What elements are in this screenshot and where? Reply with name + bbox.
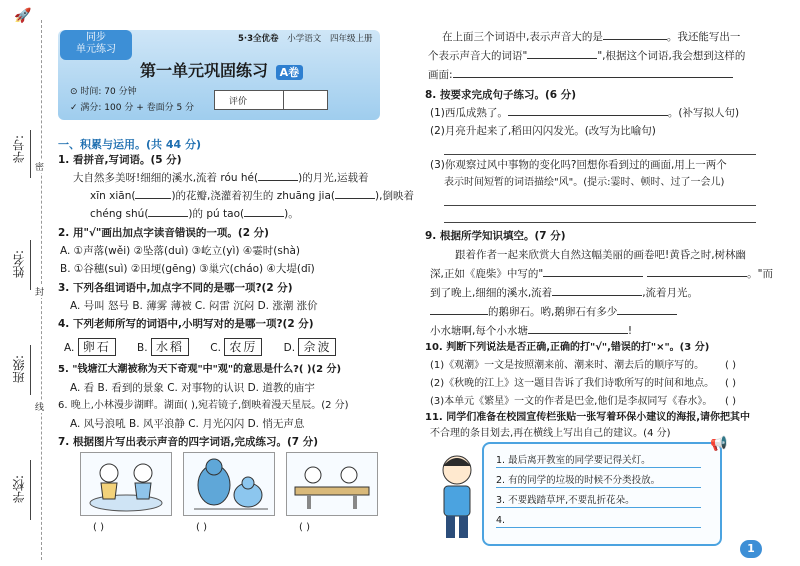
q8-s3-answer-line2[interactable] [444, 222, 756, 223]
q1-blank4[interactable] [148, 216, 188, 217]
q4-a-label: A. [64, 342, 75, 354]
title-text: 第一单元巩固练习 [140, 61, 269, 80]
q1-blank3[interactable] [335, 198, 375, 199]
score-text: 满分: 100 分 + 卷面分 5 分 [80, 103, 195, 113]
page-title [140, 58, 303, 81]
picture-children-playing [80, 452, 172, 516]
q1-l3c: )。 [284, 208, 299, 220]
check-circle-icon: ✓ [70, 103, 81, 113]
q10-mark3[interactable]: ( ) [725, 396, 736, 407]
q9-l4: 的鹅卵石。哟,鹅卵石有多少 [488, 306, 618, 318]
evaluation-box[interactable] [214, 90, 328, 110]
q2-title: 2. 用"√"画出加点字读音错误的一项。(2 分) [58, 227, 269, 239]
q11-title: 11. 同学们准备在校园宣传栏张贴一张写着环保小建议的海报,请你把其中 [425, 412, 750, 423]
q9-l2b: 。"而 [747, 268, 774, 280]
q1-line2 [90, 189, 414, 203]
q1-l3a: chéng shú( [90, 208, 149, 220]
student-no-line[interactable] [30, 130, 31, 178]
q6-title: 6. 晚上,小林漫步湖畔。湖面( ),宛若镜子,倒映着漫天星辰。(2 分) [58, 400, 349, 411]
q4-c-label: C. [210, 342, 221, 354]
q5-title: 5. "钱塘江大潮被称为天下奇观"中"观"的意思是什么?( )(2 分) [58, 364, 342, 375]
poster-item-1[interactable]: 1. 最后离开教室的同学要记得关灯。 [496, 455, 701, 468]
poster-item-4[interactable]: 4. [496, 515, 701, 528]
q8-s3-answer-line1[interactable] [444, 205, 756, 206]
q7-answer-1[interactable]: ( ) [93, 522, 104, 533]
subject: 小学语文 [287, 34, 322, 44]
badge-line2: 单元练习 [76, 44, 116, 55]
school-label: 学校: [12, 475, 26, 504]
q1-l2c: ),倒映着 [375, 190, 414, 202]
q4-options [64, 338, 336, 356]
time-text: 时间: 70 分钟 [80, 87, 137, 97]
children-drum-illustration [81, 453, 171, 515]
q7b-line1 [442, 30, 740, 44]
q1-l2b: )的花瓣,浇灌着初生的 zhuāng jia( [171, 190, 336, 202]
q7b-blank3[interactable] [453, 77, 733, 78]
unit-badge [60, 30, 132, 60]
seal-xian: 线 [35, 400, 44, 413]
series-name: 5·3全优卷 [238, 34, 279, 44]
q1-line3 [90, 207, 299, 221]
q1-l1a: 大自然多美呀!细细的溪水,流着 róu hé( [73, 172, 259, 184]
q9-line3 [430, 286, 698, 300]
q9-blank4[interactable] [430, 314, 488, 315]
q10-title: 10. 判断下列说法是否正确,正确的打"√",错误的打"×"。(3 分) [425, 342, 710, 353]
q7b-line3 [428, 68, 733, 82]
q7b-l1a: 在上面三个词语中,表示声音大的是 [442, 31, 603, 43]
q1-blank2[interactable] [135, 198, 171, 199]
birds-illustration [184, 453, 274, 515]
page-number: 1 [740, 540, 762, 558]
q10-s1: (1)《观潮》一文是按照潮来前、潮来时、潮去后的顺序写的。 [430, 360, 705, 371]
name-line[interactable] [30, 240, 31, 290]
q8-s2-answer-line[interactable] [444, 154, 756, 155]
q9-blank2[interactable] [647, 276, 747, 277]
score-info [70, 100, 194, 113]
q9-l5: 小水塘啊,每个小水塘 [430, 325, 528, 337]
megaphone-icon: 📢 [710, 436, 728, 452]
q7b-l2b: ",根据这个词语,我会想到这样的 [597, 50, 746, 62]
q1-l3b: )的 pú tao( [188, 208, 245, 220]
q7b-l3: 画面: [428, 69, 453, 81]
boy-illustration [432, 448, 482, 548]
q9-title: 9. 根据所学知识填空。(7 分) [425, 230, 566, 242]
q11-line2: 不合理的条目划去,再在横线上写出自己的建议。(4 分) [430, 428, 671, 439]
q8-title: 8. 按要求完成句子练习。(6 分) [425, 89, 577, 101]
q4-c-word[interactable]: 农厉 [224, 338, 262, 356]
q4-b-word[interactable]: 水稻 [151, 338, 189, 356]
badge-line1: 同步 [86, 32, 106, 43]
q2-option-a[interactable]: A. ①声落(wěi) ②坠落(duì) ③屹立(yì) ④霎时(shà) [60, 245, 301, 257]
q9-line1: 跟着作者一起来欣赏大自然这幅美丽的画卷吧!黄昏之时,树林幽 [455, 249, 747, 261]
q8-s1-req: 。(补写拟人句) [667, 107, 740, 119]
q7-title: 7. 根据图片写出表示声音的四字词语,完成练习。(7 分) [58, 436, 318, 448]
q10-s2: (2)《秋晚的江上》这一题目告诉了我们诗歌所写的时间和地点。 [430, 378, 715, 389]
boy-icon [432, 448, 482, 548]
binding-strip [0, 0, 50, 566]
q10-mark1[interactable]: ( ) [725, 360, 736, 371]
q9-blank3[interactable] [552, 295, 642, 296]
q8-s1 [430, 106, 739, 120]
q9-line2 [430, 267, 773, 281]
school-line[interactable] [30, 460, 31, 520]
q8-s1-text: (1)西瓜成熟了。 [430, 107, 508, 119]
q7-answer-2[interactable]: ( ) [196, 522, 207, 533]
q9-blank6[interactable] [528, 333, 628, 334]
q8-s1-blank[interactable] [508, 115, 668, 116]
evaluation-label: 评价 [229, 97, 248, 107]
q7b-blank1[interactable] [603, 39, 667, 40]
q6-options[interactable]: A. 风号浪吼 B. 风平浪静 C. 月光闪闪 D. 悄无声息 [70, 418, 305, 430]
q7-answer-3[interactable]: ( ) [299, 522, 310, 533]
seal-feng: 封 [35, 285, 44, 298]
q8-s2: (2)月亮升起来了,稻田闪闪发光。(改写为比喻句) [430, 125, 656, 137]
q4-d-word[interactable]: 佘波 [298, 338, 336, 356]
q7b-l2a: 个表示声音大的词语" [428, 50, 528, 62]
q7b-blank2[interactable] [527, 58, 597, 59]
q4-a-word[interactable]: 卵石 [78, 338, 116, 356]
class-label: 班级: [12, 355, 26, 384]
q9-line5: 小水塘啊,每个小水塘 ! [430, 325, 633, 337]
q10-s3: (3)本单元《繁星》一文的作者是巴金,他们是李叔同写《春水》。 [430, 396, 713, 407]
q4-d-label: D. [283, 342, 296, 354]
q9-line4 [430, 305, 677, 319]
q3-options[interactable]: A. 号叫 怒号 B. 薄雾 薄被 C. 闷雷 沉闷 D. 涨潮 涨价 [70, 300, 318, 312]
q4-b-label: B. [137, 342, 148, 354]
q5-options[interactable]: A. 看 B. 看到的景象 C. 对事物的认识 D. 道教的庙宇 [70, 382, 315, 394]
evaluation-divider [283, 91, 284, 109]
class-line[interactable] [30, 345, 31, 395]
q10-mark2[interactable]: ( ) [725, 378, 736, 389]
student-no-label: 学号: [12, 135, 26, 164]
q1-l2a: xīn xiān( [90, 190, 136, 202]
q9-blank1[interactable] [543, 276, 643, 277]
q9-l3b: ,流着月光。 [642, 287, 699, 299]
q3-title: 3. 下列各组词语中,加点字不同的是哪一项?(2 分) [58, 282, 293, 294]
q1-blank5[interactable] [244, 216, 284, 217]
picture-classroom [286, 452, 378, 516]
clock-icon: ⊙ [70, 87, 81, 97]
q1-l1b: )的月光,运载着 [298, 172, 369, 184]
grade: 四年级上册 [329, 34, 373, 44]
seal-mi: 密 [35, 160, 44, 173]
name-label: 姓名: [12, 250, 26, 279]
poster-item-2[interactable]: 2. 有的同学的垃圾的时候不分类投放。 [496, 475, 701, 488]
time-info [70, 84, 137, 97]
q1-title: 1. 看拼音,写词语。(5 分) [58, 154, 182, 166]
section-title: 一、积累与运用。(共 44 分) [58, 138, 202, 151]
q7b-l1b: 。我还能写出一 [666, 31, 741, 43]
q7b-line2 [428, 49, 745, 63]
q9-l3a: 到了晚上,细细的溪水,流着 [430, 287, 553, 299]
q9-l2a: 深,正如《鹿柴》中写的" [430, 268, 544, 280]
classroom-illustration [287, 453, 377, 515]
picture-birds [183, 452, 275, 516]
q8-s3a: (3)你观察过风中事物的变化吗?回想你看到过的画面,用上一两个 [430, 159, 727, 171]
rocket-icon: 🚀 [14, 8, 32, 24]
series-info [238, 32, 373, 44]
title-tag: A卷 [276, 65, 304, 80]
q8-s3b: 表示时间短暂的词语描绘"风"。(提示:霎时、顿时、过了一会儿) [444, 177, 725, 188]
q1-blank1[interactable] [258, 180, 298, 181]
q2-option-b[interactable]: B. ①谷穗(suì) ②田埂(gēng) ③巢穴(cháo) ④大堤(dī) [60, 263, 315, 275]
poster-item-3[interactable]: 3. 不要践踏草坪,不要乱折花朵。 [496, 495, 701, 508]
q4-title: 4. 下列老师所写的词语中,小明写对的是哪一项?(2 分) [58, 318, 314, 330]
q1-line1 [73, 171, 369, 185]
q9-blank5[interactable] [617, 314, 677, 315]
